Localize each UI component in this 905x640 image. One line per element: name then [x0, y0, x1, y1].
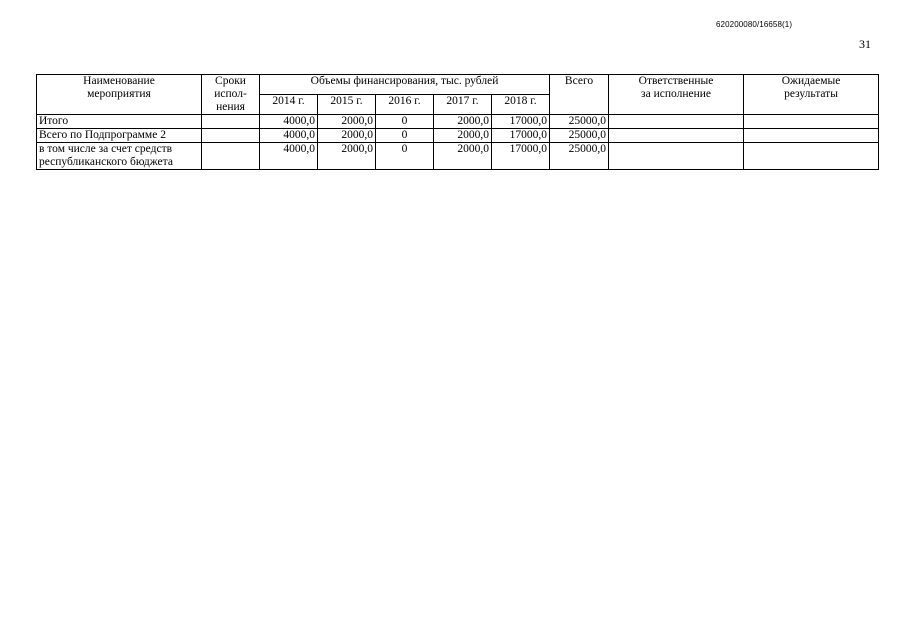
- row-responsible: [609, 129, 744, 143]
- header-terms-line: Сроки: [215, 75, 246, 87]
- header-year: 2014 г.: [260, 95, 318, 115]
- row-value-2017: 2000,0: [434, 115, 492, 129]
- row-value-2014: 4000,0: [260, 115, 318, 129]
- row-total: 25000,0: [550, 115, 609, 129]
- header-terms-line: испол-: [214, 88, 247, 100]
- header-terms-line: нения: [216, 101, 245, 113]
- row-value-2015: 2000,0: [318, 129, 376, 143]
- row-value-2016: 0: [376, 129, 434, 143]
- row-terms: [202, 129, 260, 143]
- header-responsible: [609, 75, 744, 115]
- table-header-row-1: [37, 75, 879, 95]
- row-terms: [202, 115, 260, 129]
- header-funding: Объемы финансирования, тыс. рублей: [260, 75, 550, 95]
- header-results: [744, 75, 879, 115]
- row-value-2016: 0: [376, 143, 434, 170]
- header-name-line: мероприятия: [87, 88, 151, 100]
- row-name: Итого: [37, 115, 202, 129]
- header-year: 2017 г.: [434, 95, 492, 115]
- header-responsible-line: Ответственные: [638, 75, 714, 87]
- table-row: [37, 143, 879, 170]
- row-value-2015: 2000,0: [318, 143, 376, 170]
- row-total: 25000,0: [550, 129, 609, 143]
- row-value-2017: 2000,0: [434, 143, 492, 170]
- row-name-line: в том числе за счет средств: [39, 143, 173, 155]
- table-row: [37, 129, 879, 143]
- row-terms: [202, 143, 260, 170]
- header-terms: [202, 75, 260, 115]
- row-value-2018: 17000,0: [492, 143, 550, 170]
- header-total: Всего: [550, 75, 609, 115]
- row-name: Всего по Подпрограмме 2: [37, 129, 202, 143]
- row-results: [744, 143, 879, 170]
- row-responsible: [609, 115, 744, 129]
- row-value-2014: 4000,0: [260, 129, 318, 143]
- header-name: [37, 75, 202, 115]
- header-responsible-line: за исполнение: [641, 88, 711, 100]
- row-value-2014: 4000,0: [260, 143, 318, 170]
- row-results: [744, 129, 879, 143]
- page-number: 31: [859, 37, 871, 51]
- funding-table: [36, 74, 879, 170]
- row-responsible: [609, 143, 744, 170]
- row-value-2016: 0: [376, 115, 434, 129]
- header-name-line: Наименование: [83, 75, 155, 87]
- row-total: 25000,0: [550, 143, 609, 170]
- table-row: [37, 115, 879, 129]
- header-year: 2016 г.: [376, 95, 434, 115]
- header-results-line: результаты: [784, 88, 838, 100]
- row-value-2015: 2000,0: [318, 115, 376, 129]
- row-name-line: республиканского бюджета: [39, 156, 173, 168]
- header-results-line: Ожидаемые: [781, 75, 841, 87]
- header-year: 2015 г.: [318, 95, 376, 115]
- row-results: [744, 115, 879, 129]
- row-name: [37, 143, 202, 170]
- document-code: 620200080/16658(1): [716, 20, 793, 29]
- header-year: 2018 г.: [492, 95, 550, 115]
- row-value-2018: 17000,0: [492, 115, 550, 129]
- row-value-2018: 17000,0: [492, 129, 550, 143]
- row-value-2017: 2000,0: [434, 129, 492, 143]
